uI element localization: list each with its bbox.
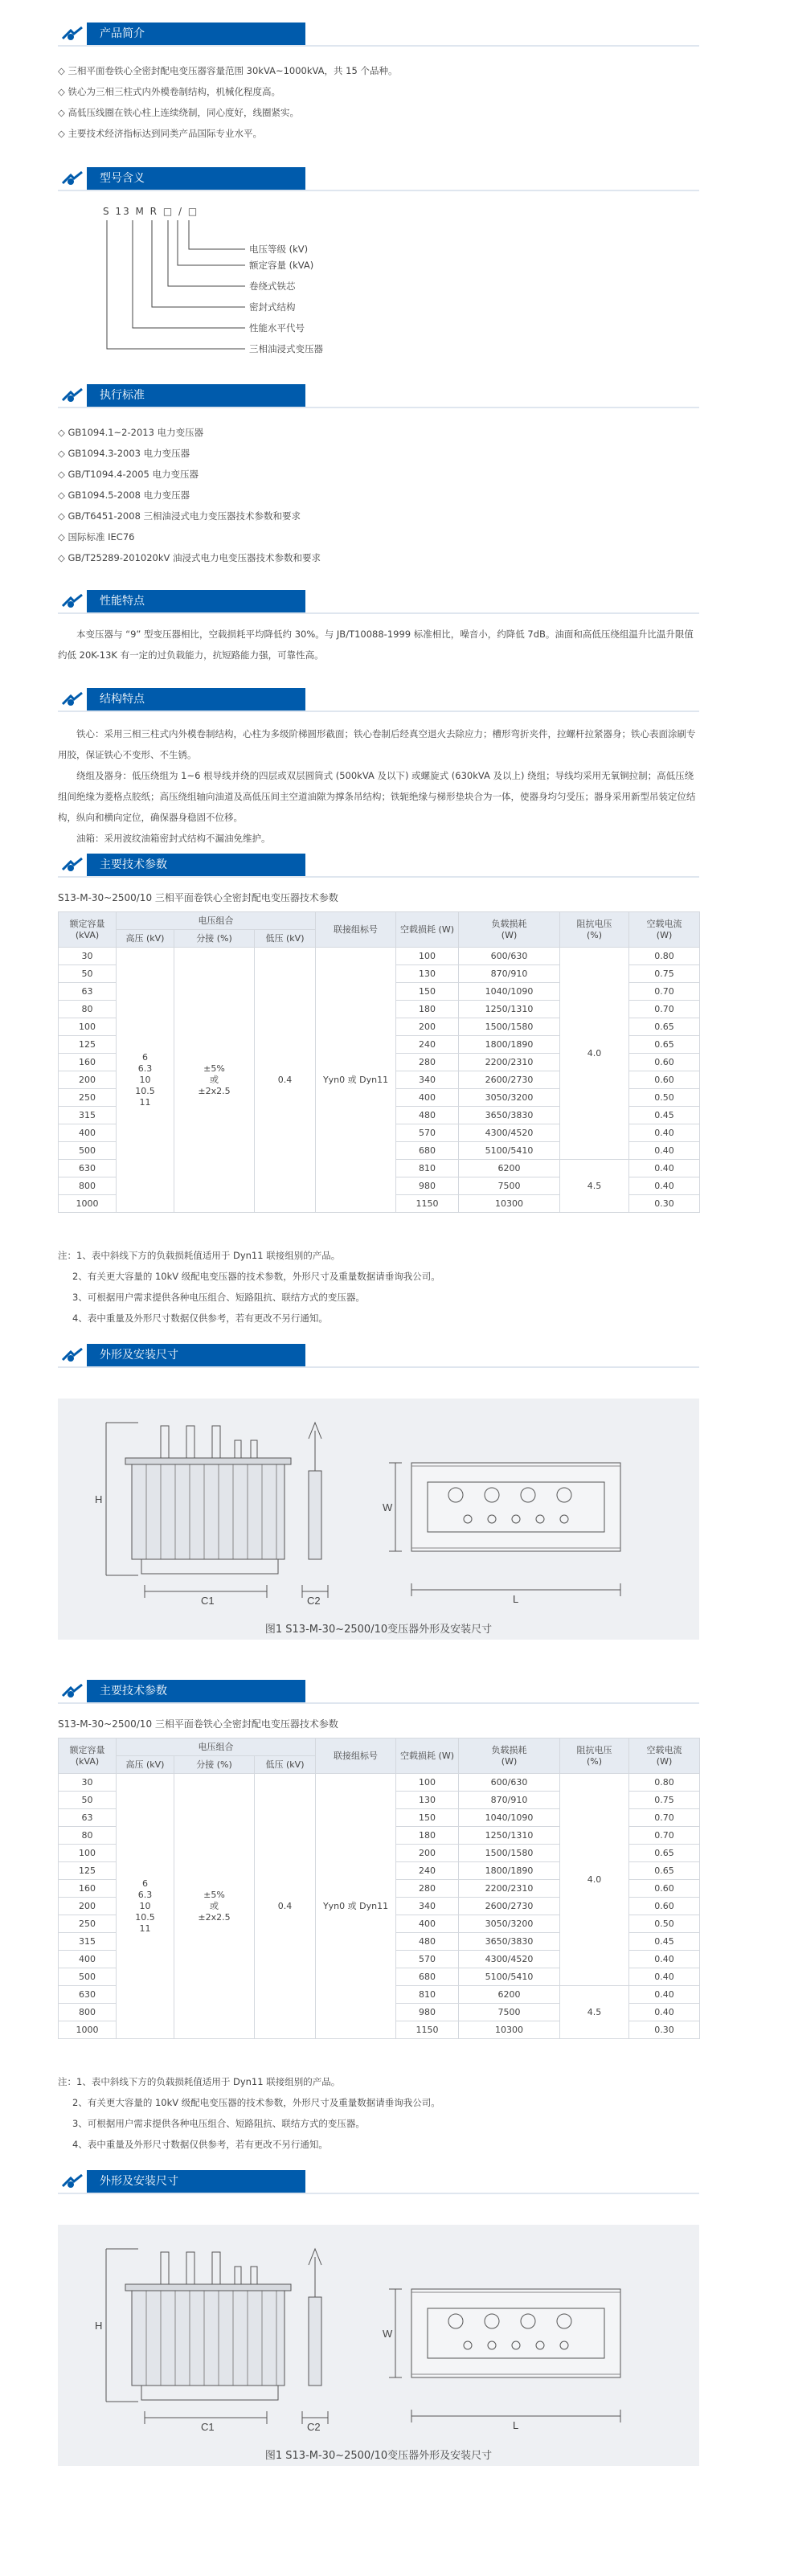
standard-item: ◇ GB1094.1~2-2013 电力变压器 — [58, 427, 204, 438]
cell-capacity: 63 — [59, 1809, 117, 1827]
cell-current: 0.60 — [629, 1071, 700, 1089]
cell-load: 1500/1580 — [459, 1018, 560, 1036]
cell-noload: 150 — [396, 1809, 459, 1827]
cell-current: 0.70 — [629, 983, 700, 1001]
section-icon — [58, 590, 87, 612]
section-header-tech-2 — [58, 1680, 305, 1702]
cell-noload: 200 — [396, 1845, 459, 1862]
dim-label-h: H — [95, 1493, 103, 1505]
cell-vector: Yyn0 或 Dyn11 — [316, 1774, 396, 2039]
cell-noload: 980 — [396, 2004, 459, 2021]
th-load: 负载损耗 (W) — [459, 912, 560, 948]
section-icon — [58, 1344, 87, 1366]
cell-load: 3050/3200 — [459, 1915, 560, 1933]
cell-current: 0.65 — [629, 1862, 700, 1880]
cell-capacity: 125 — [59, 1862, 117, 1880]
standard-item: ◇ GB1094.5-2008 电力变压器 — [58, 489, 190, 501]
section-title: 主要技术参数 — [100, 858, 167, 871]
cell-capacity: 160 — [59, 1880, 117, 1898]
cell-load: 870/910 — [459, 1792, 560, 1809]
cell-capacity: 315 — [59, 1107, 117, 1124]
dim-label-l: L — [513, 1593, 519, 1605]
standard-item: ◇ GB/T1094.4-2005 电力变压器 — [58, 469, 199, 480]
model-label: 性能水平代号 — [249, 322, 305, 334]
cell-load: 6200 — [459, 1986, 560, 2004]
section-header-dims — [58, 1344, 305, 1366]
spec-table — [58, 1738, 700, 2039]
cell-noload: 680 — [396, 1968, 459, 1986]
cell-lv: 0.4 — [255, 948, 316, 1213]
standard-item: ◇ GB/T25289-201020kV 油浸式电力电变压器技术参数和要求 — [58, 552, 321, 563]
model-code: S 13 M R □ / □ — [103, 206, 199, 217]
cell-capacity: 160 — [59, 1054, 117, 1071]
cell-load: 2600/2730 — [459, 1898, 560, 1915]
structure-tank: 油箱：采用波纹油箱密封式结构不漏油免维护。 — [76, 833, 271, 844]
th-lv: 低压 (kV) — [255, 930, 316, 948]
cell-tap: ±5% 或 ±2x2.5 — [174, 1774, 255, 2039]
th-impedance: 阻抗电压 (%) — [560, 912, 629, 948]
dim-label-w: W — [383, 2328, 393, 2340]
features-text: 本变压器与 “9” 型变压器相比，空载损耗平均降低约 30%。与 JB/T10088-1999 标准相比，噪音小，约降低 7dB。油面和高低压绕组温升比温升限值约低 20K-13K 有一定的过负载能力，抗短路能力强，可靠性高。 — [58, 629, 694, 661]
table-note: 4、表中重量及外形尺寸数据仅供参考，若有更改不另行通知。 — [72, 2139, 328, 2150]
table-note: 4、表中重量及外形尺寸数据仅供参考，若有更改不另行通知。 — [72, 1313, 328, 1324]
section-title: 主要技术参数 — [100, 1685, 167, 1698]
cell-tap: ±5% 或 ±2x2.5 — [174, 948, 255, 1213]
cell-noload: 240 — [396, 1862, 459, 1880]
section-divider — [58, 45, 699, 47]
cell-current: 0.75 — [629, 1792, 700, 1809]
cell-current: 0.40 — [629, 1177, 700, 1195]
model-label: 三相油浸式变压器 — [249, 343, 323, 354]
section-header-intro — [58, 23, 305, 45]
section-title: 性能特点 — [100, 595, 145, 608]
cell-impedance: 4.0 — [560, 1774, 629, 1986]
cell-capacity: 800 — [59, 1177, 117, 1195]
cell-noload: 570 — [396, 1124, 459, 1142]
cell-current: 0.45 — [629, 1933, 700, 1951]
th-noload: 空载损耗 (W) — [396, 1738, 459, 1774]
cell-load: 600/630 — [459, 948, 560, 965]
th-impedance: 阻抗电压 (%) — [560, 1738, 629, 1774]
cell-load: 2600/2730 — [459, 1071, 560, 1089]
section-header-tech — [58, 854, 305, 876]
cell-hv: 6 6.3 10 10.5 11 — [117, 1774, 174, 2039]
cell-noload: 680 — [396, 1142, 459, 1160]
th-capacity: 额定容量 (kVA) — [59, 1738, 117, 1774]
section-title: 结构特点 — [100, 693, 145, 706]
cell-load: 2200/2310 — [459, 1054, 560, 1071]
cell-current: 0.80 — [629, 1774, 700, 1792]
dim-label-w: W — [383, 1501, 393, 1513]
cell-load: 1500/1580 — [459, 1845, 560, 1862]
cell-current: 0.50 — [629, 1089, 700, 1107]
structure-core: 铁心：采用三相三柱式内外模卷制结构，心柱为多级阶梯圆形截面；铁心卷制后经真空退火去除应力；槽形弯折夹件，拉螺杆拉紧器身；铁心表面涂刷专用胶，保证铁心不变形、不生锈。 — [58, 728, 696, 760]
th-capacity: 额定容量 (kVA) — [59, 912, 117, 948]
cell-current: 0.80 — [629, 948, 700, 965]
cell-load: 2200/2310 — [459, 1880, 560, 1898]
cell-load: 3650/3830 — [459, 1107, 560, 1124]
table-title: S13-M-30~2500/10 三相平面卷铁心全密封配电变压器技术参数 — [58, 892, 338, 903]
cell-capacity: 1000 — [59, 1195, 117, 1213]
table-row — [59, 948, 700, 965]
cell-capacity: 400 — [59, 1124, 117, 1142]
section-divider — [58, 1702, 699, 1704]
cell-noload: 150 — [396, 983, 459, 1001]
cell-current: 0.65 — [629, 1018, 700, 1036]
cell-current: 0.65 — [629, 1845, 700, 1862]
cell-noload: 280 — [396, 1880, 459, 1898]
dimension-figure — [58, 2225, 699, 2466]
table-note: 注：1、表中斜线下方的负载损耗值适用于 Dyn11 联接组别的产品。 — [58, 2076, 341, 2087]
cell-capacity: 400 — [59, 1951, 117, 1968]
section-divider — [58, 1366, 699, 1368]
cell-noload: 480 — [396, 1933, 459, 1951]
table-note: 2、有关更大容量的 10kV 级配电变压器的技术参数，外形尺寸及重量数据请垂询我公司。 — [72, 1271, 440, 1282]
cell-capacity: 250 — [59, 1915, 117, 1933]
cell-current: 0.75 — [629, 965, 700, 983]
transformer-drawing — [58, 1399, 699, 1640]
section-divider — [58, 407, 699, 408]
section-header-standards — [58, 384, 305, 407]
th-voltage-combo: 电压组合 — [117, 1738, 316, 1756]
cell-noload: 340 — [396, 1071, 459, 1089]
section-icon — [58, 384, 87, 407]
cell-noload: 130 — [396, 1792, 459, 1809]
cell-noload: 180 — [396, 1001, 459, 1018]
cell-capacity: 30 — [59, 948, 117, 965]
cell-current: 0.60 — [629, 1054, 700, 1071]
cell-current: 0.40 — [629, 1142, 700, 1160]
cell-load: 5100/5410 — [459, 1968, 560, 1986]
section-divider — [58, 190, 699, 191]
cell-load: 10300 — [459, 1195, 560, 1213]
cell-load: 3050/3200 — [459, 1089, 560, 1107]
cell-current: 0.70 — [629, 1001, 700, 1018]
table-note: 注：1、表中斜线下方的负载损耗值适用于 Dyn11 联接组别的产品。 — [58, 1250, 341, 1261]
standard-item: ◇ GB1094.3-2003 电力变压器 — [58, 448, 190, 459]
cell-load: 4300/4520 — [459, 1951, 560, 1968]
cell-noload: 340 — [396, 1898, 459, 1915]
th-load: 负载损耗 (W) — [459, 1738, 560, 1774]
section-divider — [58, 612, 699, 614]
figure-caption: 图1 S13-M-30~2500/10变压器外形及安装尺寸 — [264, 1624, 493, 1636]
spec-table — [58, 911, 700, 1213]
cell-noload: 1150 — [396, 2021, 459, 2039]
th-hv: 高压 (kV) — [117, 1756, 174, 1774]
cell-current: 0.70 — [629, 1809, 700, 1827]
cell-lv: 0.4 — [255, 1774, 316, 2039]
cell-capacity: 630 — [59, 1986, 117, 2004]
th-hv: 高压 (kV) — [117, 930, 174, 948]
transformer-drawing — [58, 2225, 699, 2466]
cell-capacity: 50 — [59, 965, 117, 983]
section-icon — [58, 23, 87, 45]
section-header-features — [58, 590, 305, 612]
cell-noload: 180 — [396, 1827, 459, 1845]
table-title: S13-M-30~2500/10 三相平面卷铁心全密封配电变压器技术参数 — [58, 1718, 338, 1730]
cell-current: 0.40 — [629, 1951, 700, 1968]
intro-item: ◇ 主要技术经济指标达到同类产品国际专业水平。 — [58, 128, 262, 139]
standard-item: ◇ GB/T6451-2008 三相油浸式电力变压器技术参数和要求 — [58, 510, 301, 522]
cell-load: 10300 — [459, 2021, 560, 2039]
cell-capacity: 630 — [59, 1160, 117, 1177]
th-lv: 低压 (kV) — [255, 1756, 316, 1774]
cell-capacity: 250 — [59, 1089, 117, 1107]
cell-load: 1250/1310 — [459, 1827, 560, 1845]
cell-noload: 570 — [396, 1951, 459, 1968]
section-icon — [58, 1680, 87, 1702]
cell-current: 0.40 — [629, 1160, 700, 1177]
cell-noload: 980 — [396, 1177, 459, 1195]
cell-load: 4300/4520 — [459, 1124, 560, 1142]
section-icon — [58, 688, 87, 711]
cell-noload: 100 — [396, 948, 459, 965]
cell-capacity: 80 — [59, 1001, 117, 1018]
table-note: 2、有关更大容量的 10kV 级配电变压器的技术参数，外形尺寸及重量数据请垂询我公司。 — [72, 2097, 440, 2108]
section-divider — [58, 876, 699, 878]
th-voltage-combo: 电压组合 — [117, 912, 316, 930]
section-header-structure — [58, 688, 305, 711]
intro-item: ◇ 铁心为三相三柱式内外模卷制结构，机械化程度高。 — [58, 86, 280, 97]
section-title: 外形及安装尺寸 — [100, 1349, 178, 1362]
model-label: 额定容量 (kVA) — [249, 260, 314, 271]
cell-load: 870/910 — [459, 965, 560, 983]
cell-hv: 6 6.3 10 10.5 11 — [117, 948, 174, 1213]
dim-label-c2: C2 — [307, 2421, 321, 2433]
section-title: 执行标准 — [100, 389, 145, 402]
dimension-figure — [58, 1399, 699, 1640]
model-label: 密封式结构 — [249, 301, 296, 313]
section-title: 产品简介 — [100, 27, 145, 40]
section-title: 外形及安装尺寸 — [100, 2175, 178, 2188]
cell-current: 0.40 — [629, 2004, 700, 2021]
cell-capacity: 1000 — [59, 2021, 117, 2039]
cell-load: 1250/1310 — [459, 1001, 560, 1018]
cell-capacity: 500 — [59, 1142, 117, 1160]
section-header-dims-2 — [58, 2170, 305, 2193]
cell-noload: 810 — [396, 1160, 459, 1177]
cell-noload: 810 — [396, 1986, 459, 2004]
dim-label-c1: C1 — [201, 1595, 215, 1607]
dim-label-l: L — [513, 2419, 519, 2431]
intro-item: ◇ 三相平面卷铁心全密封配电变压器容量范围 30kVA~1000kVA，共 15 个品种。 — [58, 65, 398, 76]
cell-current: 0.60 — [629, 1898, 700, 1915]
model-diagram-lines — [100, 217, 261, 362]
cell-load: 1040/1090 — [459, 1809, 560, 1827]
th-noload: 空载损耗 (W) — [396, 912, 459, 948]
cell-load: 5100/5410 — [459, 1142, 560, 1160]
cell-capacity: 315 — [59, 1933, 117, 1951]
cell-impedance: 4.5 — [560, 1160, 629, 1213]
cell-capacity: 200 — [59, 1898, 117, 1915]
cell-current: 0.30 — [629, 2021, 700, 2039]
dim-label-c1: C1 — [201, 2421, 215, 2433]
table-note: 3、可根据用户需求提供各种电压组合、短路阻抗、联结方式的变压器。 — [72, 1292, 365, 1303]
cell-load: 7500 — [459, 1177, 560, 1195]
cell-current: 0.60 — [629, 1880, 700, 1898]
section-icon — [58, 167, 87, 190]
section-divider — [58, 2193, 699, 2194]
cell-capacity: 500 — [59, 1968, 117, 1986]
th-tap: 分接 (%) — [174, 1756, 255, 1774]
cell-current: 0.50 — [629, 1915, 700, 1933]
cell-noload: 1150 — [396, 1195, 459, 1213]
cell-noload: 200 — [396, 1018, 459, 1036]
section-icon — [58, 2170, 87, 2193]
figure-caption: 图1 S13-M-30~2500/10变压器外形及安装尺寸 — [264, 2450, 493, 2462]
cell-current: 0.40 — [629, 1124, 700, 1142]
cell-capacity: 80 — [59, 1827, 117, 1845]
cell-load: 1800/1890 — [459, 1036, 560, 1054]
cell-load: 6200 — [459, 1160, 560, 1177]
cell-impedance: 4.0 — [560, 948, 629, 1160]
section-header-model — [58, 167, 305, 190]
cell-impedance: 4.5 — [560, 1986, 629, 2039]
cell-current: 0.30 — [629, 1195, 700, 1213]
section-icon — [58, 854, 87, 876]
cell-load: 1040/1090 — [459, 983, 560, 1001]
model-label: 卷绕式铁芯 — [249, 281, 296, 292]
th-current: 空载电流 (W) — [629, 1738, 700, 1774]
table-row — [59, 1774, 700, 1792]
th-tap: 分接 (%) — [174, 930, 255, 948]
intro-item: ◇ 高低压线圈在铁心柱上连续绕制，同心度好，线圈紧实。 — [58, 107, 299, 118]
cell-capacity: 800 — [59, 2004, 117, 2021]
cell-capacity: 125 — [59, 1036, 117, 1054]
cell-capacity: 100 — [59, 1845, 117, 1862]
cell-current: 0.40 — [629, 1986, 700, 2004]
cell-capacity: 200 — [59, 1071, 117, 1089]
structure-winding: 绕组及器身：低压绕组为 1~6 根导线并绕的四层或双层圆筒式 (500kVA 及以下) 或螺旋式 (630kVA 及以上) 绕组；导线均采用无氧铜拉制；高低压绕组间绝缘为菱格点胶纸；高压绕组轴向油道及高低压间主空道油隙为撑条吊结构；铁轭绝缘与梯形垫块合为一体，使器身均匀受压；器身采用新型吊装定位结构，纵向和横向定位，确保器身稳固不位移。 — [58, 770, 696, 823]
cell-current: 0.70 — [629, 1827, 700, 1845]
th-current: 空载电流 (W) — [629, 912, 700, 948]
cell-capacity: 30 — [59, 1774, 117, 1792]
model-label: 电压等级 (kV) — [249, 244, 309, 255]
cell-current: 0.45 — [629, 1107, 700, 1124]
cell-noload: 240 — [396, 1036, 459, 1054]
cell-noload: 400 — [396, 1915, 459, 1933]
cell-capacity: 50 — [59, 1792, 117, 1809]
dim-label-c2: C2 — [307, 1595, 321, 1607]
dim-label-h: H — [95, 2320, 103, 2332]
cell-load: 7500 — [459, 2004, 560, 2021]
cell-noload: 130 — [396, 965, 459, 983]
section-divider — [58, 711, 699, 712]
cell-load: 600/630 — [459, 1774, 560, 1792]
section-title: 型号含义 — [100, 172, 145, 185]
th-vector: 联接组标号 — [316, 1738, 396, 1774]
cell-noload: 280 — [396, 1054, 459, 1071]
th-vector: 联接组标号 — [316, 912, 396, 948]
cell-noload: 400 — [396, 1089, 459, 1107]
cell-capacity: 100 — [59, 1018, 117, 1036]
cell-noload: 100 — [396, 1774, 459, 1792]
cell-vector: Yyn0 或 Dyn11 — [316, 948, 396, 1213]
standard-item: ◇ 国际标准 IEC76 — [58, 531, 135, 543]
cell-current: 0.40 — [629, 1968, 700, 1986]
table-note: 3、可根据用户需求提供各种电压组合、短路阻抗、联结方式的变压器。 — [72, 2118, 365, 2129]
cell-load: 1800/1890 — [459, 1862, 560, 1880]
cell-current: 0.65 — [629, 1036, 700, 1054]
cell-capacity: 63 — [59, 983, 117, 1001]
cell-load: 3650/3830 — [459, 1933, 560, 1951]
cell-noload: 480 — [396, 1107, 459, 1124]
